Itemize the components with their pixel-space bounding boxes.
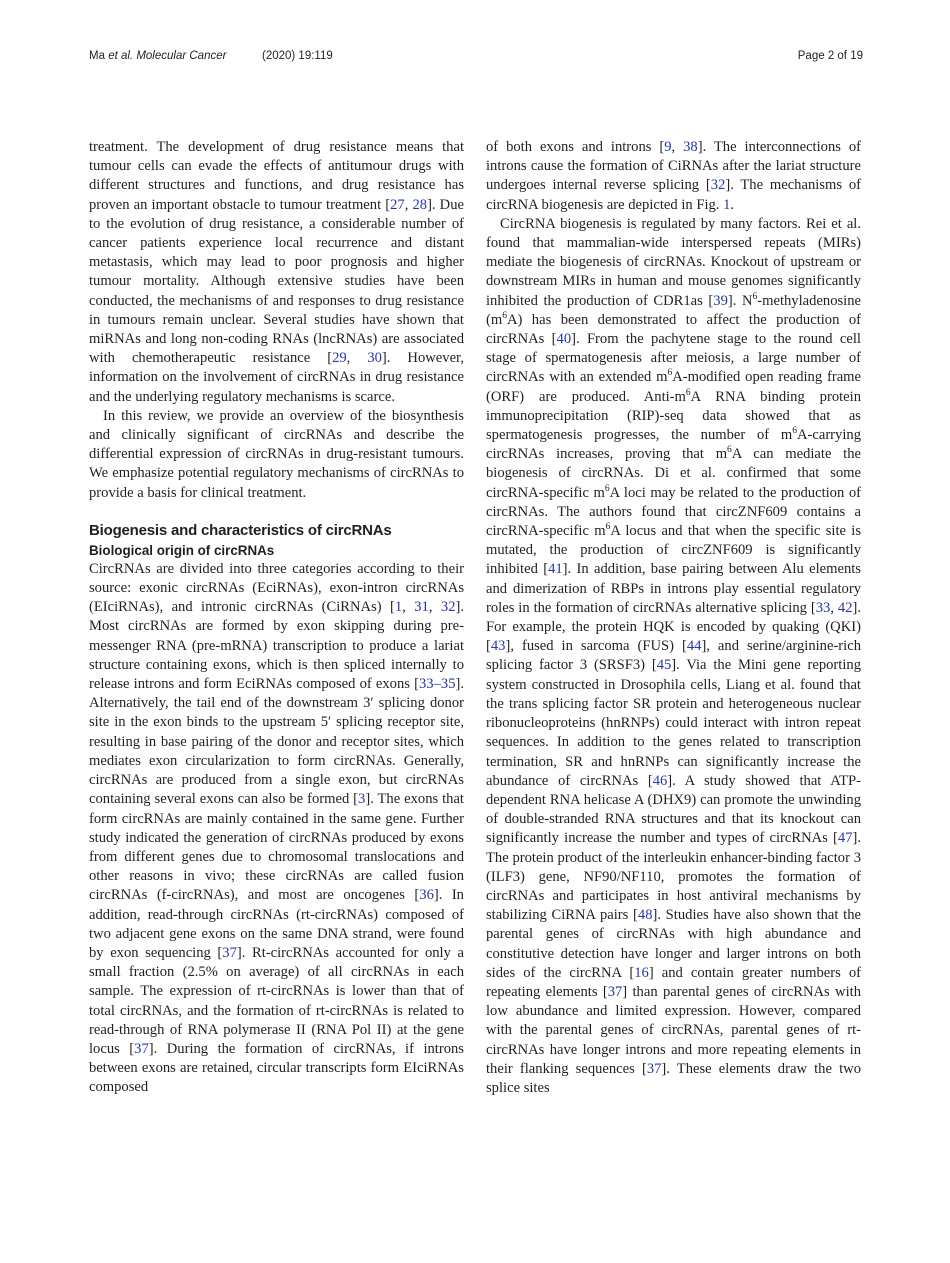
superscript: 6	[605, 522, 611, 533]
citation-link[interactable]: 9	[664, 139, 672, 155]
citation-link[interactable]: 28	[412, 196, 428, 213]
citation-link[interactable]: 32	[440, 599, 456, 616]
citation-link[interactable]: 37	[134, 1040, 149, 1057]
journal-name: Molecular Cancer	[136, 50, 227, 62]
citation-link[interactable]: 16	[634, 964, 649, 981]
paragraph: CircRNAs are divided into three categories according to their source: exonic circRNAs (EciRNAs), exon-intron circRNAs (EIciRNAs), and intronic circRNAs (CiRNAs) [1, 31, 32]. Most circRNAs are formed by exon skipping during pre-messenger RNA (pre-mRNA) transcription to produce a lariat structure containing exons, which is then spliced internally to release introns and form EciRNAs composed of exons [33–35]. Alternatively, the tail end of the downstream 3′ splicing donor site in the exon binds to the upstream 5′ splicing receptor site, resulting in base pairing of the donor and receptor sites, which mediates exon circularization to form circRNAs. Generally, circRNAs are produced from a single exon, but circRNAs containing several exons can also be formed [3]. The exons that form circRNAs are mainly contained in the same gene. Further study indicated the generation of circRNAs produced by exons from different genes due to chromosomal translocations and other reasons in vivo; these circRNAs are called fusion circRNAs (f-circRNAs), and most are oncogenes [36]. In addition, read-through circRNAs (rt-circRNAs) composed of two adjacent gene exons on the same DNA strand, were found by exon sequencing [37]. Rt-circRNAs accounted for only a small fraction (2.5% on average) of all circRNAs in each sample. The expression of rt-circRNAs is lower than that of total circRNAs, and the formation of rt-circRNAs is related to read-through of RNA polymerase II (RNA Pol II) at the gene locus [37]. During the formation of circRNAs, if introns between exons are retained, circular transcripts form EIciRNAs composed	[89, 560, 465, 1096]
citation-link[interactable]: 31	[414, 599, 429, 616]
citation-link[interactable]: 29	[332, 350, 347, 367]
citation-link[interactable]: 41	[548, 561, 563, 578]
superscript: 6	[604, 483, 610, 494]
superscript: 6	[685, 387, 691, 398]
superscript: 6	[752, 291, 758, 302]
page-number: Page 2 of 19	[797, 50, 863, 62]
citation-link[interactable]: 37	[222, 944, 237, 961]
citation-link[interactable]: 39	[713, 292, 728, 309]
citation-link[interactable]: 33–35	[419, 676, 456, 693]
citation-link[interactable]: 36	[419, 887, 434, 904]
paragraph: CircRNA biogenesis is regulated by many factors. Rei et al. found that mammalian-wide interspersed repeats (MIRs) mediate the biogenesis of circRNAs. Knockout of upstream or downstream MIRs in human and mouse genomes significantly inhibited the production of CDR1as [39]. $N^6$-methyladenosine $(m^6A)$ has been demonstrated to affect the production of circRNAs [40]. From the pachytene stage to the round cell stage of spermatogenesis after meiosis, a large number of circRNAs with an extended $m^6A$-modified open reading frame (ORF) are produced. Anti-$m^6A$ RNA binding protein immunoprecipitation (RIP)-seq data showed that as spermatogenesis progresses, the number of $m^6A$-carrying circRNAs increases, proving that $m^6A$ can mediate the biogenesis of circRNAs. Di et al. confirmed that some circRNA-specific $m^6A$ loci may be related to the production of circRNAs. The authors found that circZNF609 contains a circRNA-specific $m^6A$ locus and that when the specific site is mutated, the production of circZNF609 is significantly inhibited [41]. In addition, base pairing between Alu elements and dimerization of RBPs in introns play essential regulatory roles in the formation of circRNAs alternative splicing [33, 42]. For example, the protein HQK is encoded by quaking (QKI) [43], fused in sarcoma (FUS) [44], and serine/arginine-rich splicing factor 3 (SRSF3) [45]. Via the Mini gene reporting system constructed in Drosophila cells, Liang et al. found that the trans splicing factor SR protein and heterogeneous nuclear ribonucleoproteins (hnRNPs) could interact with intron repeat sequences. In addition to the genes related to transcription termination, SR and hnRNPs can significantly increase the abundance of circRNAs [46]. A study showed that ATP-dependent RNA helicase A (DHX9) can promote the unwinding of double-stranded RNA structures and that its knockout can significantly increase the number and types of circRNAs [47]. The protein product of the interleukin enhancer-binding factor 3 (ILF3) gene, NF90/NF110, promotes the formation of circRNAs and participates in host antiviral mechanisms by stabilizing CiRNA pairs [48]. Studies have also shown that the parental genes of circRNAs with high abundance and constitutive detection have longer and larger introns on both sides of the circRNA [16] and contain greater numbers of repeating elements [37] than parental genes of circRNAs with low abundance and limited expression. However, compared with the parental genes of circRNAs, parental genes of rt-circRNAs have longer introns and more repeating elements in their flanking sequences [37]. These elements draw the two splice sites	[486, 215, 862, 1096]
superscript: 6	[792, 426, 797, 437]
citation-link[interactable]: 40	[556, 331, 572, 348]
right-column	[486, 138, 861, 1098]
subsection-heading: Biological origin of circRNAs	[89, 542, 275, 558]
citation-link[interactable]: 30	[367, 350, 382, 367]
citation-link[interactable]: 38	[683, 139, 698, 155]
paragraph: treatment. The development of drug resistance means that tumour cells can evade the effects of antitumour drugs with different structures and functions, and drug resistance has proven an important obstacle to tumour treatment [27, 28]. Due to the evolution of drug resistance, a considerable number of cancer patients experience local recurrence and distant metastasis, which may lead to poor prognosis and higher tumour mortality. Although extensive studies have been conducted, the mechanisms of and responses to drug resistance in tumours remain unclear. Several studies have shown that miRNAs and long non-coding RNAs (lncRNAs) are associated with chemotherapeutic resistance [29, 30]. However, information on the involvement of circRNAs in drug resistance and the underlying regulatory mechanisms is scarce.	[89, 139, 464, 405]
running-header	[89, 50, 863, 68]
citation-link[interactable]: 37	[646, 1060, 662, 1077]
paragraph: In this review, we provide an overview of the biosynthesis and clinically significant of circRNAs and describe the differential expression of circRNAs in drug-resistant tumours. We emphasize potential regulatory mechanisms of circRNAs to provide a basis for clinical treatment.	[89, 407, 464, 501]
section-heading: Biogenesis and characteristics of circRNAs	[89, 521, 392, 539]
citation-link[interactable]: 44	[686, 638, 702, 655]
citation-link[interactable]: 27	[390, 196, 405, 213]
citation-link[interactable]: 33	[815, 599, 831, 616]
citation-link[interactable]: 46	[652, 772, 668, 789]
author-label: Ma	[89, 50, 105, 62]
citation-link[interactable]: 43	[490, 638, 506, 655]
citation-link[interactable]: 37	[607, 983, 623, 1000]
citation-link[interactable]: 47	[837, 830, 853, 847]
superscript: 6	[727, 445, 732, 456]
superscript: 6	[667, 368, 673, 379]
citation-link[interactable]: 32	[710, 177, 726, 194]
citation-link[interactable]: 3	[358, 791, 366, 808]
left-column	[89, 138, 464, 1098]
citation-link[interactable]: 42	[837, 599, 853, 616]
citation-link[interactable]: 1	[723, 196, 731, 213]
paragraph: of both exons and introns [9, 38]. The interconnections of introns cause the formation of CiRNAs after the lariat structure undergoes internal reverse splicing [32]. The mechanisms of circRNA biogenesis are depicted in Fig. 1.	[486, 139, 862, 213]
citation-link[interactable]: 45	[656, 657, 672, 674]
superscript: 6	[502, 310, 507, 321]
volume-info: (2020) 19:119	[262, 50, 333, 62]
citation-link[interactable]: 48	[637, 907, 653, 924]
journal-citation	[89, 50, 226, 62]
citation-link[interactable]: 1	[394, 599, 403, 616]
et-al-label: et al.	[108, 50, 134, 62]
